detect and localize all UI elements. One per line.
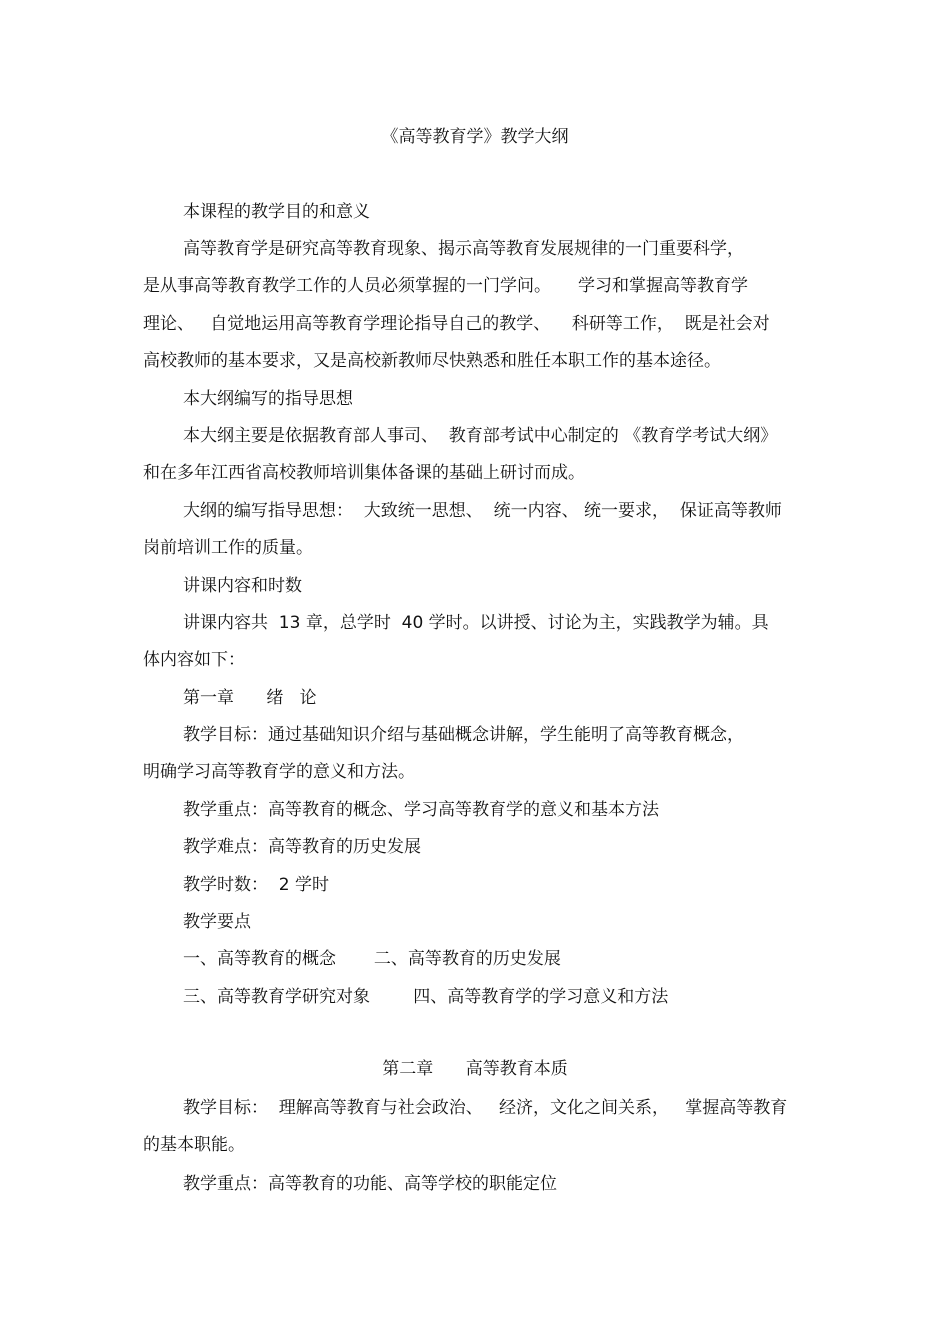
paragraph-line: 和在多年江西省高校教师培训集体备课的基础上研讨而成。 <box>143 463 585 483</box>
chapter-heading: 第一章 绪 论 <box>183 688 317 708</box>
paragraph-line: 教学重点：高等教育的概念、学习高等教育学的意义和基本方法 <box>183 800 659 820</box>
list-item: 三、高等教育学研究对象 四、高等教育学的学习意义和方法 <box>183 987 669 1007</box>
section-heading: 本课程的教学目的和意义 <box>183 202 370 222</box>
section-heading: 本大纲编写的指导思想 <box>183 389 353 409</box>
paragraph-line: 教学目标：通过基础知识介绍与基础概念讲解，学生能明了高等教育概念， <box>183 725 744 745</box>
paragraph-line: 体内容如下： <box>143 650 245 670</box>
paragraph-line: 的基本职能。 <box>143 1135 245 1155</box>
chapter-heading: 第二章 高等教育本质 <box>382 1059 568 1079</box>
document-title: 《高等教育学》教学大纲 <box>381 127 569 147</box>
paragraph-line: 明确学习高等教育学的意义和方法。 <box>143 762 415 782</box>
paragraph-line: 高等教育学是研究高等教育现象、揭示高等教育发展规律的一门重要科学， <box>183 239 744 259</box>
paragraph-line: 教学目标： 理解高等教育与社会政治、 经济，文化之间关系， 掌握高等教育 <box>183 1098 788 1118</box>
paragraph-line: 教学难点：高等教育的历史发展 <box>183 837 421 857</box>
paragraph-line: 教学要点 <box>183 912 251 932</box>
paragraph-line: 大纲的编写指导思想： 大致统一思想、 统一内容、 统一要求， 保证高等教师 <box>183 501 782 521</box>
section-heading: 讲课内容和时数 <box>183 576 302 596</box>
paragraph-line: 是从事高等教育教学工作的人员必须掌握的一门学问。 学习和掌握高等教育学 <box>143 276 749 296</box>
paragraph-line: 高校教师的基本要求，又是高校新教师尽快熟悉和胜任本职工作的基本途径。 <box>143 351 721 371</box>
list-item: 一、高等教育的概念 二、高等教育的历史发展 <box>183 949 561 969</box>
paragraph-line: 教学时数： 2 学时 <box>183 875 330 895</box>
paragraph-line: 理论、 自觉地运用高等教育学理论指导自己的教学、 科研等工作， 既是社会对 <box>143 314 770 334</box>
paragraph-line: 本大纲主要是依据教育部人事司、 教育部考试中心制定的 《教育学考试大纲》 <box>183 426 778 446</box>
paragraph-line: 教学重点：高等教育的功能、高等学校的职能定位 <box>183 1174 557 1194</box>
paragraph-line: 岗前培训工作的质量。 <box>143 538 313 558</box>
paragraph-line: 讲课内容共 13 章，总学时 40 学时。以讲授、讨论为主，实践教学为辅。具 <box>183 613 769 633</box>
